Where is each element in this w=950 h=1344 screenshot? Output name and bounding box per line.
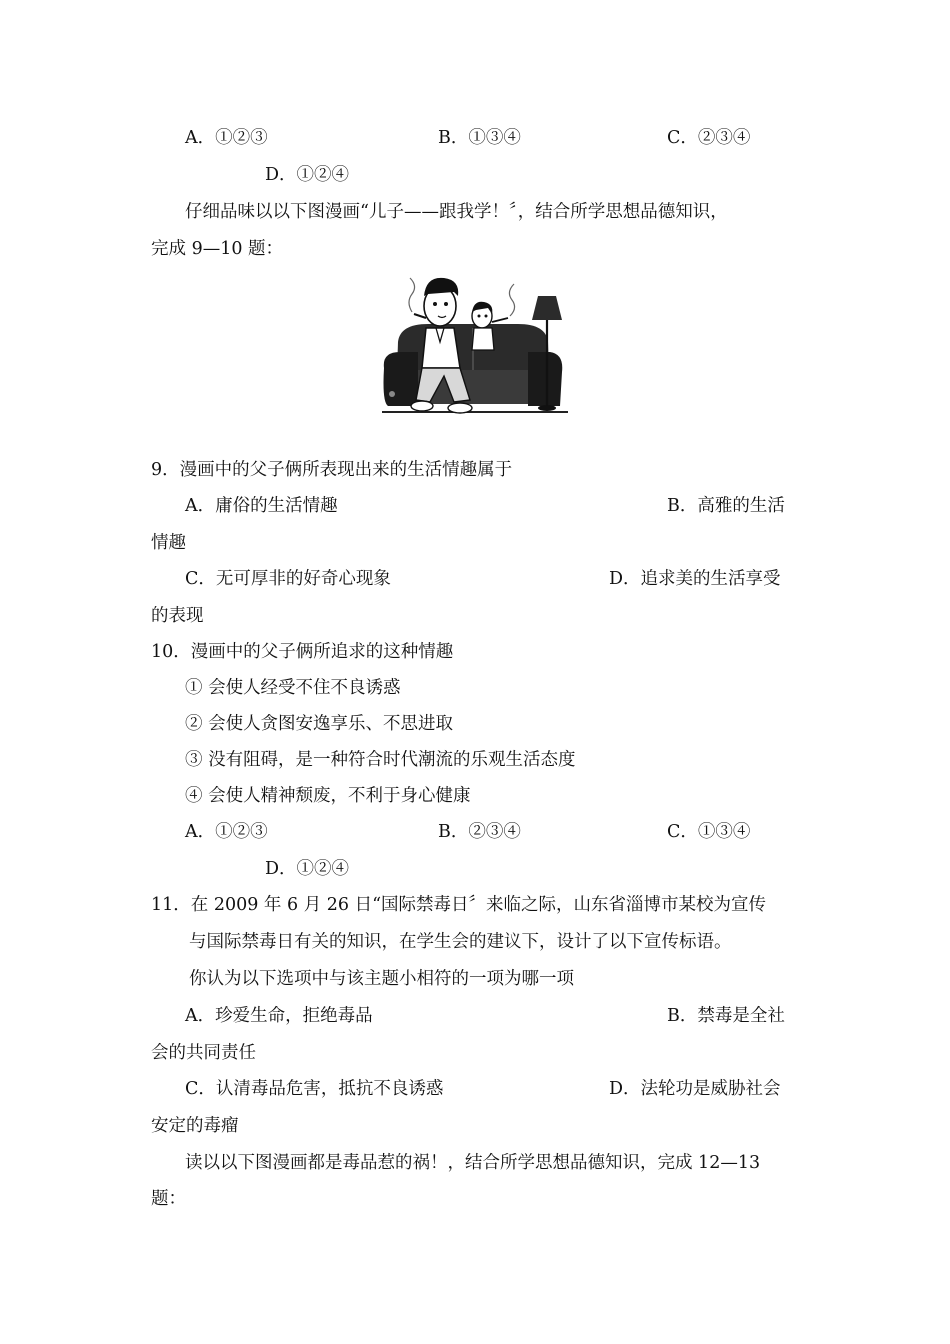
q10-option-a: A．①②③ [185,822,268,842]
q9-option-b-cont: 情趣 [151,533,186,553]
q11-option-b: B．禁毒是全社 [667,1006,785,1026]
father-son-smoking-cartoon [378,272,572,424]
q10-statement-2: ② 会使人贪图安逸享乐、不思进取 [185,714,454,734]
q10-option-b: B．②③④ [438,822,521,842]
q10-stem: 10．漫画中的父子俩所追求的这种情趣 [151,642,454,662]
q10-statement-4: ④ 会使人精神颓废，不利于身心健康 [185,786,471,806]
q10-option-c: C．①③④ [667,822,751,842]
q8-option-c: C．②③④ [667,128,751,148]
q11-option-c: C．认清毒品危害，抵抗不良诱惑 [185,1079,444,1099]
q8-option-b: B．①③④ [438,128,521,148]
intro-9-10-line1: 仔细品味以以下图漫画“儿子——跟我学！〞，结合所学思想品德知识， [185,202,728,222]
intro-9-10-line2: 完成 9—10 题： [151,239,284,259]
q9-option-d-cont: 的表现 [151,606,204,626]
q11-stem-line1: 11．在 2009 年 6 月 26 日“国际禁毒日〞来临之际，山东省淄博市某校为宣传 [151,895,767,915]
q10-option-d: D．①②④ [265,859,350,879]
q9-option-b: B．高雅的生活 [667,496,785,516]
q9-option-c: C．无可厚非的好奇心现象 [185,569,391,589]
q11-option-d: D．法轮功是威胁社会 [609,1079,781,1099]
q9-option-a: A．庸俗的生活情趣 [185,496,338,516]
q11-stem-line3: 你认为以下选项中与该主题小相符的一项为哪一项 [189,969,574,989]
q11-option-d-cont: 安定的毒瘤 [151,1116,239,1136]
q10-statement-1: ① 会使人经受不住不良诱惑 [185,678,401,698]
q8-option-d: D．①②④ [265,165,350,185]
q11-option-b-cont: 会的共同责任 [151,1043,256,1063]
intro-12-13-line2: 题： [151,1189,186,1209]
q11-option-a: A．珍爱生命，拒绝毒品 [185,1006,373,1026]
q9-option-d: D．追求美的生活享受 [609,569,781,589]
q11-stem-line2: 与国际禁毒日有关的知识，在学生会的建议下，设计了以下宣传标语。 [189,932,732,952]
q10-statement-3: ③ 没有阻碍，是一种符合时代潮流的乐观生活态度 [185,750,576,770]
intro-12-13-line1: 读以以下图漫画都是毒品惹的祸！，结合所学思想品德知识，完成 12—13 [185,1153,761,1173]
q9-stem: 9．漫画中的父子俩所表现出来的生活情趣属于 [151,460,513,480]
q8-option-a: A．①②③ [185,128,268,148]
